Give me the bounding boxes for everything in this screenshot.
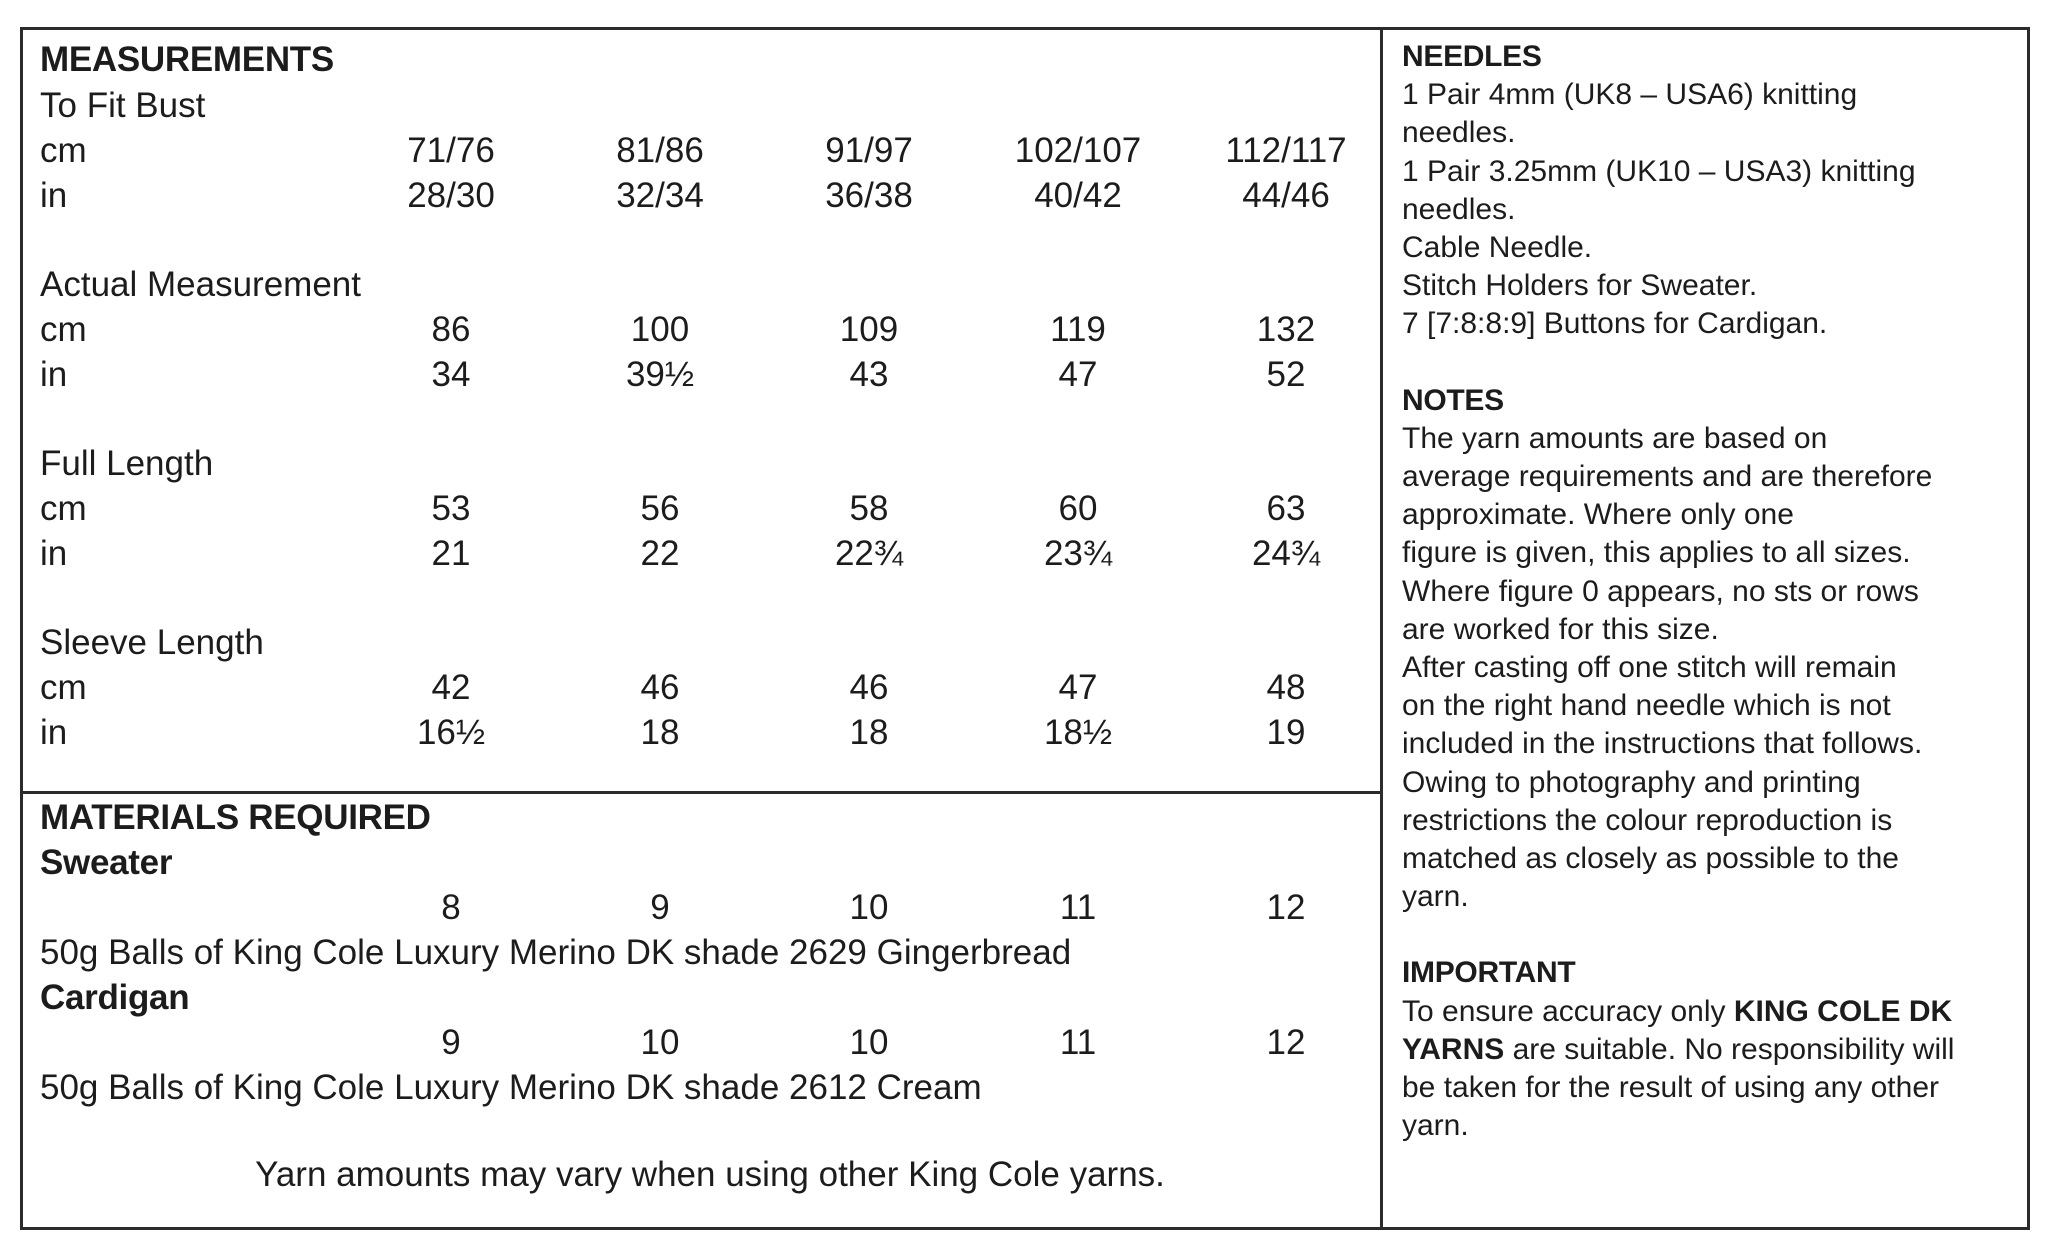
sweater-yarn-description: 50g Balls of King Cole Luxury Merino DK shade 2629 Gingerbread: [40, 933, 1072, 972]
table-cell: 16½: [416, 713, 486, 752]
needles-line: Stitch Holders for Sweater.: [1402, 269, 1758, 303]
table-cell: 71/76: [407, 131, 495, 170]
table-cell: 102/107: [1014, 131, 1142, 170]
notes-line: on the right hand needle which is not: [1402, 689, 1891, 723]
needles-line: needles.: [1402, 116, 1516, 150]
table-cell: 11: [1059, 1023, 1097, 1062]
table-cell: 34: [431, 355, 471, 394]
materials-heading: MATERIALS REQUIRED: [40, 798, 431, 837]
table-cell: 36/38: [825, 176, 913, 215]
table-cell: 100: [630, 310, 690, 349]
unit-label: cm: [40, 489, 87, 528]
table-cell: 9: [650, 888, 670, 927]
notes-line: Owing to photography and printing: [1402, 765, 1861, 799]
table-cell: 8: [441, 888, 461, 927]
group-label-sleeve: Sleeve Length: [40, 623, 264, 662]
notes-line: Where figure 0 appears, no sts or rows: [1402, 574, 1919, 608]
table-row: [40, 129, 1370, 173]
table-cell: 11: [1059, 888, 1097, 927]
table-cell: 47: [1058, 668, 1098, 707]
spacer: [1402, 344, 2012, 382]
spacer: [1402, 916, 2012, 954]
table-cell: 46: [849, 668, 889, 707]
group-label-bust: To Fit Bust: [40, 86, 206, 125]
table-cell: 42: [431, 668, 471, 707]
important-line: be taken for the result of using any other: [1402, 1071, 1939, 1105]
needles-line: 1 Pair 3.25mm (UK10 – USA3) knitting: [1402, 154, 1916, 188]
table-row: [40, 886, 1370, 930]
table-cell: 39½: [625, 355, 695, 394]
notes-line: restrictions the colour reproduction is: [1402, 803, 1893, 837]
table-cell: 43: [849, 355, 889, 394]
table-cell: 19: [1266, 713, 1306, 752]
notes-heading: NOTES: [1402, 383, 1504, 417]
table-cell: 52: [1266, 355, 1306, 394]
notes-line: included in the instructions that follows.: [1402, 727, 1923, 761]
table-row: [40, 174, 1370, 218]
table-cell: 40/42: [1034, 176, 1122, 215]
table-cell: 109: [839, 310, 899, 349]
table-row: [40, 487, 1370, 531]
table-cell: 18½: [1043, 713, 1113, 752]
needles-line: needles.: [1402, 192, 1516, 226]
measurements-heading: MEASUREMENTS: [40, 40, 334, 79]
table-cell: 48: [1266, 668, 1306, 707]
cardigan-yarn-description: 50g Balls of King Cole Luxury Merino DK shade 2612 Cream: [40, 1068, 982, 1107]
table-cell: 32/34: [616, 176, 704, 215]
notes-line: average requirements and are therefore: [1402, 460, 1933, 494]
table-cell: 18: [640, 713, 680, 752]
notes-line: figure is given, this applies to all sizes.: [1402, 536, 1911, 570]
table-cell: 22: [640, 534, 680, 573]
table-row: [40, 666, 1370, 710]
table-cell: 56: [640, 489, 680, 528]
table-cell: 46: [640, 668, 680, 707]
important-line: [1402, 993, 2012, 1031]
table-cell: 9: [441, 1023, 461, 1062]
table-cell: 44/46: [1242, 176, 1330, 215]
table-cell: 21: [431, 534, 471, 573]
notes-line: matched as closely as possible to the: [1402, 842, 1899, 876]
group-label-actual: Actual Measurement: [40, 265, 361, 304]
table-row: [40, 353, 1370, 397]
table-cell: 12: [1266, 1023, 1306, 1062]
table-cell: 10: [640, 1023, 680, 1062]
notes-line: yarn.: [1402, 880, 1469, 914]
brand-emphasis: KING COLE DK: [1733, 994, 1953, 1028]
needles-line: 1 Pair 4mm (UK8 – USA6) knitting: [1402, 78, 1858, 112]
unit-label: in: [40, 713, 68, 752]
notes-line: approximate. Where only one: [1402, 498, 1794, 532]
unit-label: cm: [40, 310, 87, 349]
table-cell: 47: [1058, 355, 1098, 394]
needles-line: 7 [7:8:8:9] Buttons for Cardigan.: [1402, 307, 1828, 341]
needles-line: Cable Needle.: [1402, 231, 1593, 265]
unit-label: cm: [40, 668, 87, 707]
table-cell: 91/97: [825, 131, 913, 170]
right-column: [1402, 38, 2012, 1145]
table-cell: 10: [849, 1023, 889, 1062]
table-cell: 18: [849, 713, 889, 752]
table-row: [40, 308, 1370, 352]
important-heading: IMPORTANT: [1402, 956, 1576, 990]
table-cell: 23¾: [1043, 534, 1113, 573]
table-cell: 60: [1058, 489, 1098, 528]
notes-line: are worked for this size.: [1402, 612, 1719, 646]
unit-label: in: [40, 176, 68, 215]
table-cell: 10: [849, 888, 889, 927]
table-cell: 119: [1050, 310, 1106, 349]
notes-line: After casting off one stitch will remain: [1402, 651, 1897, 685]
table-cell: 86: [431, 310, 471, 349]
unit-label: in: [40, 534, 68, 573]
notes-line: The yarn amounts are based on: [1402, 421, 1828, 455]
cardigan-label: Cardigan: [40, 978, 190, 1017]
table-cell: 28/30: [407, 176, 495, 215]
important-text: To ensure accuracy only: [1402, 994, 1734, 1028]
important-line: [1402, 1031, 2012, 1069]
table-row: [40, 711, 1370, 755]
important-line: yarn.: [1402, 1109, 1469, 1143]
table-row: [40, 532, 1370, 576]
unit-label: in: [40, 355, 68, 394]
table-cell: 81/86: [616, 131, 704, 170]
important-text: are suitable. No responsibility will: [1504, 1032, 1955, 1066]
unit-label: cm: [40, 131, 87, 170]
yarn-variation-note: Yarn amounts may vary when using other King Cole yarns.: [255, 1155, 1165, 1194]
table-cell: 132: [1256, 310, 1316, 349]
table-cell: 53: [431, 489, 471, 528]
table-cell: 12: [1266, 888, 1306, 927]
table-cell: 63: [1266, 489, 1306, 528]
section-divider: [20, 791, 1382, 794]
table-cell: 58: [849, 489, 889, 528]
table-cell: 112/117: [1225, 131, 1347, 170]
sweater-label: Sweater: [40, 843, 173, 882]
table-cell: 22¾: [834, 534, 904, 573]
table-row: [40, 1021, 1370, 1065]
brand-emphasis: YARNS: [1402, 1032, 1505, 1066]
needles-heading: NEEDLES: [1402, 40, 1542, 73]
group-label-length: Full Length: [40, 444, 214, 483]
table-cell: 24¾: [1251, 534, 1321, 573]
